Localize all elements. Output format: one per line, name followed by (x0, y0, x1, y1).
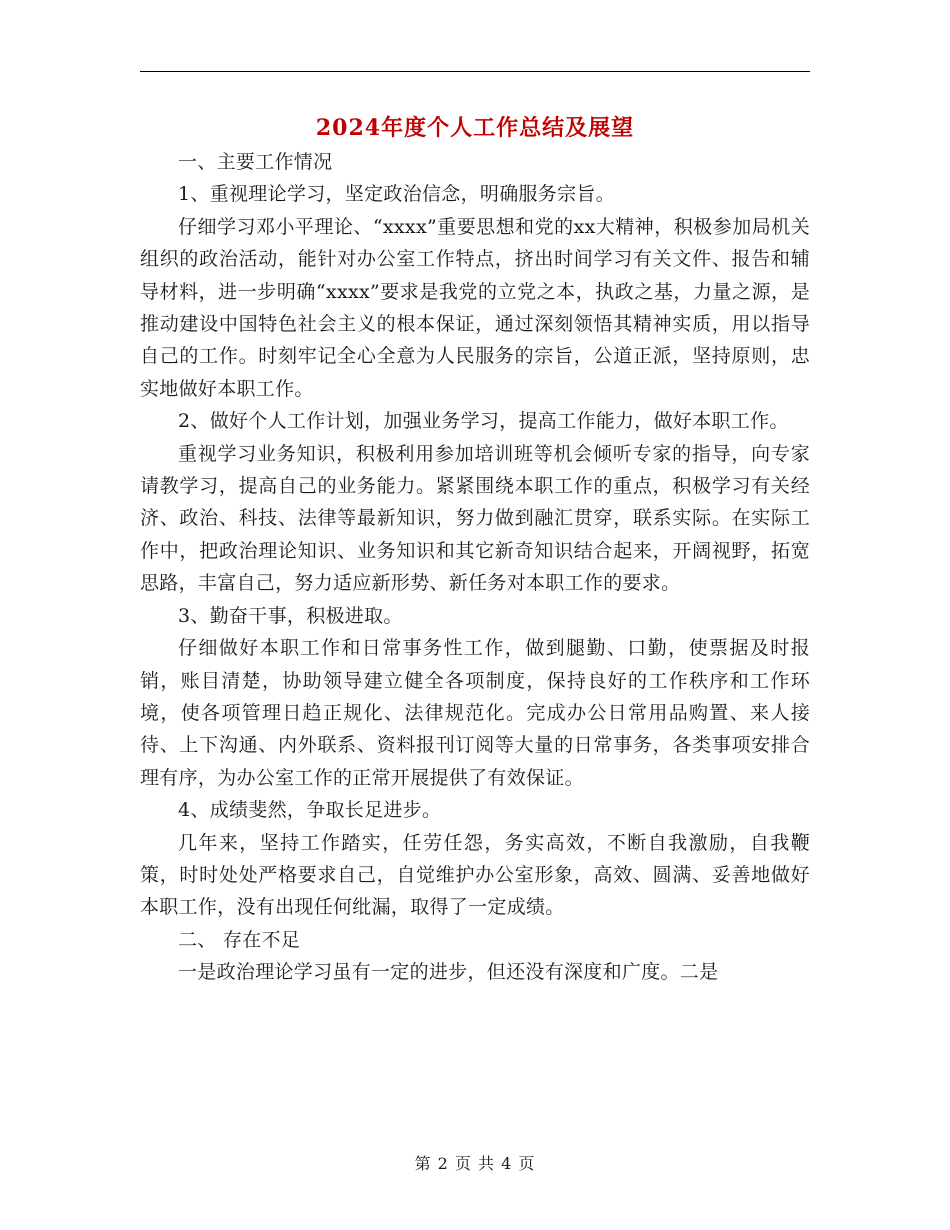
paragraph-diligence: 仔细做好本职工作和日常事务性工作，做到腿勤、口勤，使票据及时报销，账目清楚，协助领导建立健全各项制度，保持良好的工作秩序和工作环境，使各项管理日趋正规化、法律规范化。完成办公日常用品购置、来人接待、上下沟通、内外联系、资料报刊订阅等大量的日常事务，各类事项安排合理有序，为办公室工作的正常开展提供了有效保证。 (140, 637, 810, 789)
document-body (140, 146, 810, 989)
section-heading-shortcomings: 二、 存在不足 (178, 928, 301, 951)
page-number: 第 2 页 共 4 页 (414, 1154, 536, 1173)
document-title: 2024年度个人工作总结及展望 (315, 115, 635, 141)
paragraph-achievements: 几年来，坚持工作踏实，任劳任怨，务实高效，不断自我激励，自我鞭策，时时处处严格要求自己，自觉维护办公室形象，高效、圆满、妥善地做好本职工作，没有出现任何纰漏，取得了一定成绩。 (140, 831, 810, 919)
paragraph-shortcomings: 一是政治理论学习虽有一定的进步，但还没有深度和广度。二是 (178, 961, 719, 984)
subheading-theory-study: 1、重视理论学习，坚定政治信念，明确服务宗旨。 (178, 183, 615, 206)
paragraph-theory-study: 仔细学习邓小平理论、“xxxx”重要思想和党的xx大精神，积极参加局机关组织的政治活动，能针对办公室工作特点，挤出时间学习有关文件、报告和辅导材料，进一步明确“xxxx”要求是我党的立党之本，执政之基，力量之源，是推动建设中国特色社会主义的根本保证，通过深刻领悟其精神实质，用以指导自己的工作。时刻牢记全心全意为人民服务的宗旨，公道正派，坚持原则，忠实地做好本职工作。 (140, 215, 810, 400)
subheading-diligence: 3、勤奋干事，积极进取。 (178, 604, 403, 627)
subheading-work-plan: 2、做好个人工作计划，加强业务学习，提高工作能力，做好本职工作。 (178, 410, 789, 433)
section-heading-main-work: 一、主要工作情况 (178, 151, 333, 173)
header-rule (140, 71, 810, 72)
subheading-achievements: 4、成绩斐然，争取长足进步。 (178, 799, 442, 822)
paragraph-work-plan: 重视学习业务知识，积极利用参加培训班等机会倾听专家的指导，向专家请教学习，提高自己的业务能力。紧紧围绕本职工作的重点，积极学习有关经济、政治、科技、法律等最新知识，努力做到融汇贯穿，联系实际。在实际工作中，把政治理论知识、业务知识和其它新奇知识结合起来，开阔视野，拓宽思路，丰富自己，努力适应新形势、新任务对本职工作的要求。 (140, 442, 810, 595)
